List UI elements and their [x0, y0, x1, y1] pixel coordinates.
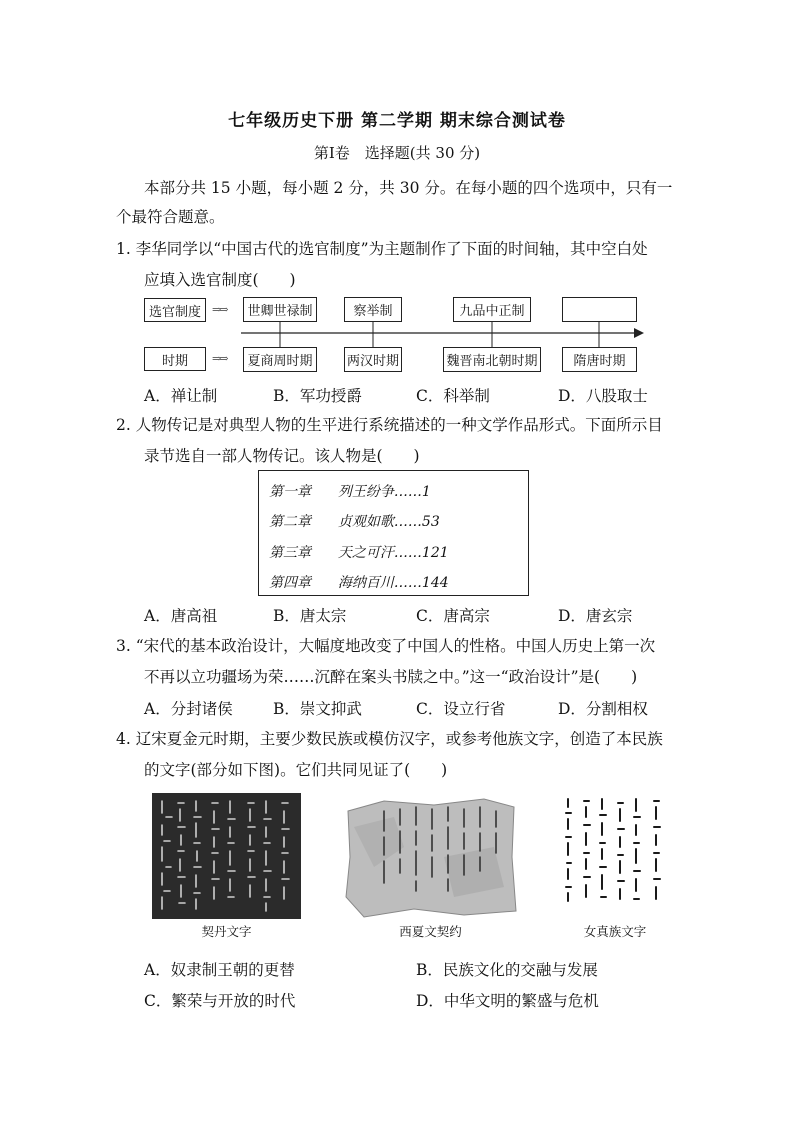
intro-line-2: 个最符合题意。	[116, 208, 225, 226]
toc-title: 海纳百川……144	[337, 575, 449, 591]
row-label-system: 选官制度	[144, 298, 206, 322]
toc-row	[269, 572, 449, 592]
system-box-2: 察举制	[344, 297, 402, 322]
timeline-axis	[0, 0, 794, 400]
q2-option-b[interactable]: B．唐太宗	[273, 607, 347, 625]
q4-option-c[interactable]: C．繁荣与开放的时代	[144, 992, 296, 1010]
toc-row	[269, 481, 431, 501]
toc-row	[269, 542, 449, 562]
jurchen-script-image	[560, 793, 670, 917]
toc-chapter: 第四章	[269, 575, 311, 591]
q4-option-a[interactable]: A．奴隶制王朝的更替	[144, 961, 295, 979]
period-box-2: 两汉时期	[344, 347, 402, 372]
caption-khitan: 契丹文字	[201, 924, 252, 939]
q2-stem-line-1: 2. 人物传记是对典型人物的生平进行系统描述的一种文学作品形式。下面所示目	[116, 416, 663, 434]
q1-option-d[interactable]: D．八股取士	[558, 387, 648, 405]
section-heading: 第Ⅰ卷 选择题(共 30 分)	[313, 144, 481, 162]
q3-option-b[interactable]: B．崇文抑武	[273, 700, 362, 718]
q3-stem-line-2: 不再以立功疆场为荣……沉醉在案头书牍之中。”这一“政治设计”是( )	[144, 668, 638, 686]
khitan-script-image	[152, 793, 301, 919]
q1-option-b[interactable]: B．军功授爵	[273, 387, 362, 405]
toc-chapter: 第三章	[269, 545, 311, 561]
q2-option-c[interactable]: C．唐高宗	[416, 607, 490, 625]
caption-xixia: 西夏文契约	[399, 924, 462, 939]
q1-stem-line-1: 1. 李华同学以“中国古代的选官制度”为主题制作了下面的时间轴，其中空白处	[116, 240, 648, 258]
q3-option-c[interactable]: C．设立行省	[416, 700, 506, 718]
xixia-contract-image	[344, 797, 517, 918]
q3-option-d[interactable]: D．分割相权	[558, 700, 648, 718]
q2-option-a[interactable]: A．唐高祖	[144, 607, 218, 625]
row-label-period: 时期	[144, 347, 206, 371]
q2-option-d[interactable]: D．唐玄宗	[558, 607, 633, 625]
q1-option-c[interactable]: C．科举制	[416, 387, 490, 405]
system-box-blank	[562, 297, 637, 322]
period-box-4: 隋唐时期	[562, 347, 637, 372]
toc-row	[269, 511, 440, 531]
q3-stem-line-1: 3. “宋代的基本政治设计，大幅度地改变了中国人的性格。中国人历史上第一次	[116, 637, 656, 655]
q2-table-of-contents	[258, 470, 529, 596]
arrow-icon: ⇒⇒	[212, 303, 227, 316]
toc-title: 列王纷争……1	[337, 484, 431, 500]
toc-chapter: 第二章	[269, 514, 311, 530]
system-box-1: 世卿世禄制	[243, 297, 317, 322]
toc-title: 贞观如歌……53	[337, 514, 440, 530]
toc-chapter: 第一章	[269, 484, 311, 500]
system-box-3: 九品中正制	[453, 297, 531, 322]
arrow-icon: ⇒⇒	[212, 352, 227, 365]
q2-stem-line-2: 录节选自一部人物传记。该人物是( )	[144, 447, 420, 465]
caption-jurchen: 女真族文字	[583, 924, 647, 939]
q4-stem-line-2: 的文字(部分如下图)。它们共同见证了( )	[144, 761, 448, 779]
period-box-1: 夏商周时期	[243, 347, 317, 372]
intro-line-1: 本部分共 15 小题，每小题 2 分，共 30 分。在每小题的四个选项中，只有一	[144, 179, 673, 197]
q4-stem-line-1: 4. 辽宋夏金元时期，主要少数民族或模仿汉字，或参考他族文字，创造了本民族	[116, 730, 663, 748]
toc-title: 天之可汗……121	[337, 545, 449, 561]
period-box-3: 魏晋南北朝时期	[443, 347, 541, 372]
exam-title: 七年级历史下册 第二学期 期末综合测试卷	[228, 111, 566, 131]
q1-stem-line-2: 应填入选官制度( )	[144, 271, 296, 289]
q4-option-b[interactable]: B．民族文化的交融与发展	[416, 961, 598, 979]
q1-option-a[interactable]: A．禅让制	[144, 387, 218, 405]
q3-option-a[interactable]: A．分封诸侯	[144, 700, 233, 718]
q4-option-d[interactable]: D．中华文明的繁盛与危机	[416, 992, 599, 1010]
